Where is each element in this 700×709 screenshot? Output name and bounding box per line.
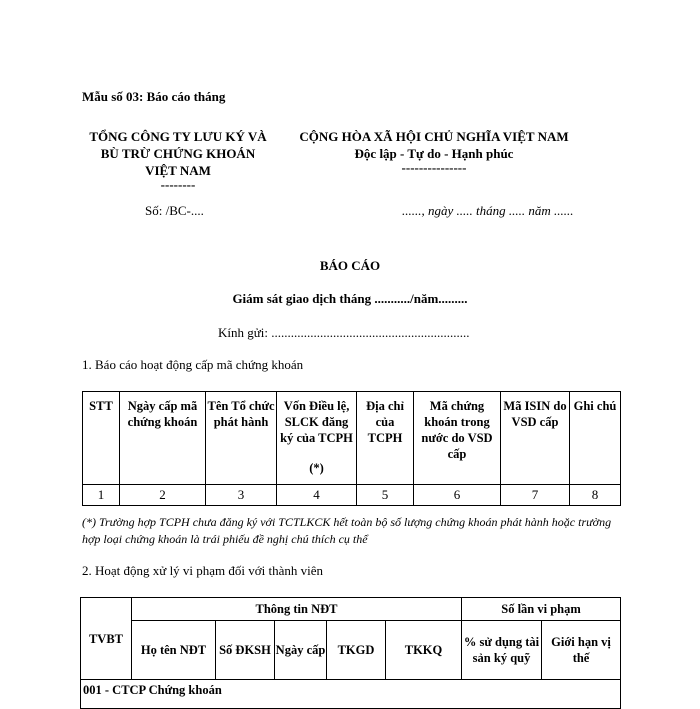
column-number: 5 bbox=[357, 485, 414, 506]
investor-info-header: Thông tin NĐT bbox=[132, 598, 462, 621]
report-subtitle: Giám sát giao dịch tháng .........../năm......... bbox=[232, 291, 468, 306]
left-header-divider: -------- bbox=[160, 177, 196, 192]
column-number: 2 bbox=[120, 485, 206, 506]
column-number: 1 bbox=[83, 485, 120, 506]
right-header-line: Độc lập - Tự do - Hạnh phúc bbox=[354, 146, 514, 161]
header-label: Mã ISIN do VSD cấp bbox=[503, 399, 567, 429]
violation-count-header: Số lần vi phạm bbox=[462, 598, 621, 621]
left-header-line: BÙ TRỪ CHỨNG KHOÁN bbox=[100, 146, 256, 161]
table1-header-row bbox=[83, 392, 621, 485]
tvbt-header: TVBT bbox=[81, 598, 132, 680]
header-cell bbox=[570, 392, 621, 485]
header-label: Địa chỉ của TCPH bbox=[366, 399, 404, 445]
section2-heading: 2. Hoạt động xử lý vi phạm đối với thành viên bbox=[82, 563, 324, 578]
left-header-line: VIỆT NAM bbox=[145, 163, 211, 178]
header-cell bbox=[414, 392, 501, 485]
header-note: (*) bbox=[309, 461, 324, 475]
header-cell bbox=[277, 392, 357, 485]
header-label: Vốn Điều lệ, SLCK đăng ký của TCPH bbox=[280, 399, 353, 445]
subheader-cell: Giới hạn vị thế bbox=[542, 621, 621, 680]
header-cell bbox=[206, 392, 277, 485]
header-cell bbox=[501, 392, 570, 485]
header-cell bbox=[120, 392, 206, 485]
table2-group-header-row bbox=[81, 598, 621, 621]
column-number: 4 bbox=[277, 485, 357, 506]
left-header-line: TỔNG CÔNG TY LƯU KÝ VÀ bbox=[89, 129, 267, 144]
column-number: 3 bbox=[206, 485, 277, 506]
header-label: STT bbox=[89, 399, 113, 413]
header-label: Ghi chú bbox=[573, 399, 617, 413]
table2-subheader-row bbox=[81, 621, 621, 680]
violation-handling-table bbox=[80, 597, 621, 709]
right-header-national-motto bbox=[286, 128, 582, 174]
code-issuance-table bbox=[82, 391, 621, 506]
column-number: 8 bbox=[570, 485, 621, 506]
column-number: 7 bbox=[501, 485, 570, 506]
subheader-cell: Ngày cấp bbox=[275, 621, 327, 680]
place-and-date: ......, ngày ..... tháng ..... năm ...... bbox=[402, 203, 574, 218]
document-number: Số: /BC-.... bbox=[145, 203, 204, 218]
left-header-organization bbox=[78, 128, 278, 191]
header-label: Ngày cấp mã chứng khoán bbox=[127, 399, 198, 429]
table1-number-row bbox=[83, 485, 621, 506]
header-cell bbox=[83, 392, 120, 485]
right-header-divider: --------------- bbox=[401, 160, 467, 175]
subheader-cell: TKKQ bbox=[386, 621, 462, 680]
form-label: Mẫu số 03: Báo cáo tháng bbox=[82, 89, 226, 104]
member-row-label: 001 - CTCP Chứng khoán bbox=[81, 680, 621, 709]
footnote: (*) Trường hợp TCPH chưa đăng ký với TCTLKCK hết toàn bộ số lượng chứng khoán phát hành hoặc trường hợp loại chứng khoán là trái phiếu đề nghị chú thích cụ thể bbox=[82, 515, 612, 546]
subheader-cell: Số ĐKSH bbox=[216, 621, 275, 680]
report-title: BÁO CÁO bbox=[319, 258, 381, 273]
header-cell bbox=[357, 392, 414, 485]
header-label: Mã chứng khoán trong nước do VSD cấp bbox=[421, 399, 493, 461]
subheader-cell: % sử dụng tài sản ký quỹ bbox=[462, 621, 542, 680]
column-number: 6 bbox=[414, 485, 501, 506]
subheader-cell: TKGD bbox=[327, 621, 386, 680]
subheader-cell: Họ tên NĐT bbox=[132, 621, 216, 680]
header-label: Tên Tổ chức phát hành bbox=[207, 399, 275, 429]
right-header-line: CỘNG HÒA XÃ HỘI CHỦ NGHĨA VIỆT NAM bbox=[299, 129, 569, 144]
spacer bbox=[277, 446, 356, 460]
recipient-line: Kính gửi: ............................................................. bbox=[218, 325, 470, 340]
section1-heading: 1. Báo cáo hoạt động cấp mã chứng khoán bbox=[82, 357, 304, 372]
table2-row bbox=[81, 680, 621, 709]
